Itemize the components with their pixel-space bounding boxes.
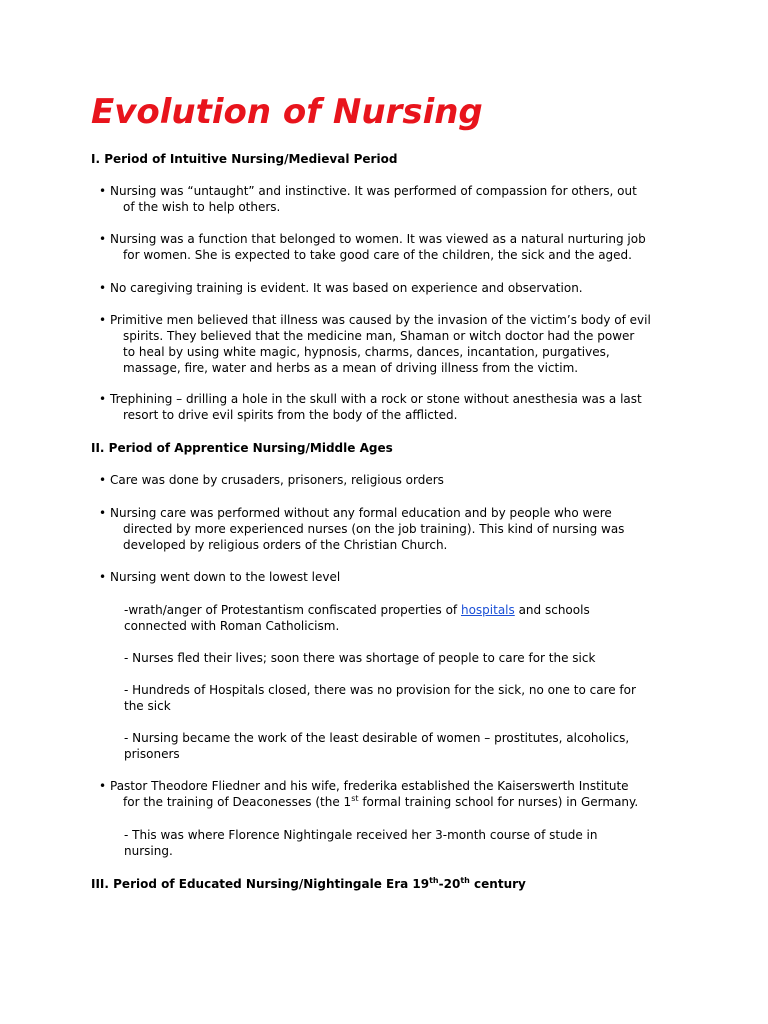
sub-paragraph: - This was where Florence Nightingale received her 3-month course of stude in nursing. bbox=[124, 828, 598, 858]
sub-paragraph: - Hundreds of Hospitals closed, there was no provision for the sick, no one to care for the sick bbox=[124, 683, 636, 713]
list-item: • No caregiving training is evident. It was based on experience and observation. bbox=[99, 281, 583, 295]
list-item: • Nursing care was performed without any formal education and by people who were directed by more experienced nurses (on the job training). This kind of nursing was developed by religious orders of the Christian Church. bbox=[99, 506, 625, 552]
bullet-marker: • bbox=[99, 392, 107, 406]
bullet-marker: • bbox=[99, 281, 107, 295]
bullet-marker: • bbox=[99, 232, 107, 246]
list-item: • Nursing was “untaught” and instinctive. It was performed of compassion for others, out of the wish to help others. bbox=[99, 184, 637, 214]
section-heading-2: II. Period of Apprentice Nursing/Middle Ages bbox=[91, 441, 393, 455]
list-item: • Trephining – drilling a hole in the skull with a rock or stone without anesthesia was a last resort to drive evil spirits from the body of the afflicted. bbox=[99, 392, 642, 422]
document-title: Evolution of Nursing bbox=[91, 92, 483, 132]
section-heading-1: I. Period of Intuitive Nursing/Medieval Period bbox=[91, 152, 398, 166]
list-item: • Care was done by crusaders, prisoners, religious orders bbox=[99, 473, 444, 487]
sub-paragraph: -wrath/anger of Protestantism confiscated properties of hospitals and schools connected with Roman Catholicism. bbox=[124, 603, 590, 633]
list-item: • Nursing went down to the lowest level bbox=[99, 570, 341, 584]
bullet-marker: • bbox=[99, 184, 107, 198]
hospitals-link[interactable]: hospitals bbox=[460, 603, 515, 617]
sub-paragraph: - Nursing became the work of the least desirable of women – prostitutes, alcoholics, prisoners bbox=[124, 731, 630, 761]
bullet-marker: • bbox=[99, 473, 107, 487]
bullet-marker: • bbox=[99, 313, 107, 327]
list-item: • Nursing was a function that belonged to women. It was viewed as a natural nurturing job for women. She is expected to take good care of the children, the sick and the aged. bbox=[99, 232, 646, 262]
bullet-marker: • bbox=[99, 506, 107, 520]
bullet-marker: • bbox=[99, 779, 107, 793]
list-item: • Pastor Theodore Fliedner and his wife, frederika established the Kaiserswerth Institute for the training of Deaconesses (the 1st formal training school for nurses) in Germany. bbox=[99, 779, 639, 809]
bullet-marker: • bbox=[99, 570, 107, 584]
section-heading-3: III. Period of Educated Nursing/Nightingale Era 19th-20th century bbox=[91, 876, 526, 891]
list-item: • Primitive men believed that illness was caused by the invasion of the victim’s body of evil spirits. They believed that the medicine man, Shaman or witch doctor had the power to heal by using white magic, hypnosis, charms, dances, incantation, purgatives, massage, fire, water and herbs as a mean of driving illness from the victim. bbox=[99, 313, 651, 375]
sub-paragraph: - Nurses fled their lives; soon there was shortage of people to care for the sick bbox=[124, 651, 596, 665]
